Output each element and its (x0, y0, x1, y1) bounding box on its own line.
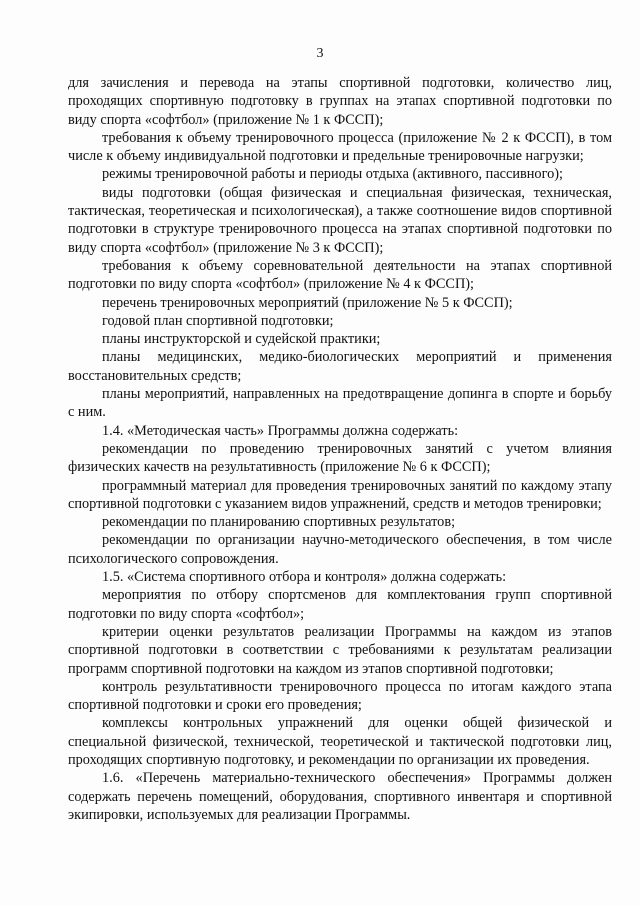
paragraph: рекомендации по организации научно-методического обеспечения, в том числе психологического сопровождения. (68, 532, 612, 567)
paragraph: рекомендации по планированию спортивных результатов; (102, 514, 456, 531)
paragraph: критерии оценки результатов реализации Программы на каждом из этапов спортивной подготовки в соответствии с требованиями к результатам реализации программ спортивной подготовки на каждом из этапов спортивной подготовки; (68, 623, 612, 677)
paragraph: виды подготовки (общая физическая и специальная физическая, техническая, тактическая, теоретическая и психологическая), а также соотношение видов спортивной подготовки в структуре тренировочного процесса на этапах спортивной подготовки по виду спорта «софтбол» (приложение № 3 к ФССП); (68, 184, 612, 256)
paragraph: планы инструкторской и судейской практики; (102, 331, 381, 348)
body-text (68, 74, 612, 824)
section-heading-1-5: 1.5. «Система спортивного отбора и контроля» должна содержать: (102, 569, 507, 586)
paragraph: программный материал для проведения тренировочных занятий по каждому этапу спортивной подготовки с указанием видов упражнений, средств и методов тренировки; (68, 477, 612, 512)
section-heading-1-6: 1.6. «Перечень материально-технического обеспечения» Программы должен содержать перечень помещений, оборудования, спортивного инвентаря и спортивной экипировки, используемых для реализации Программы. (68, 770, 612, 823)
paragraph: планы мероприятий, направленных на предотвращение допинга в спорте и борьбу с ним. (68, 386, 612, 421)
paragraph: планы медицинских, медико-биологических мероприятий и применения восстановительных средств; (68, 349, 612, 384)
paragraph: требования к объему тренировочного процесса (приложение № 2 к ФССП), в том числе к объему индивидуальной подготовки и предельные тренировочные нагрузки; (68, 129, 612, 165)
paragraph: рекомендации по проведению тренировочных занятий с учетом влияния физических качеств на результативность (приложение № 6 к ФССП); (68, 440, 612, 476)
paragraph: режимы тренировочной работы и периоды отдыха (активного, пассивного); (102, 166, 563, 183)
paragraph: комплексы контрольных упражнений для оценки общей физической и специальной физической, технической, теоретической и тактической подготовки лиц, проходящих спортивную подготовку, и рекомендации по организации их проведения. (68, 715, 612, 768)
paragraph: мероприятия по отбору спортсменов для комплектования групп спортивной подготовки по виду спорта «софтбол»; (68, 587, 612, 622)
paragraph: годовой план спортивной подготовки; (102, 312, 334, 329)
paragraph: контроль результативности тренировочного процесса по итогам каждого этапа спортивной подготовки и сроки его проведения; (68, 678, 612, 714)
section-heading-1-4: 1.4. «Методическая часть» Программы должна содержать: (102, 422, 459, 439)
paragraph: требования к объему соревновательной деятельности на этапах спортивной подготовки по виду спорта «софтбол» (приложение № 4 к ФССП); (68, 257, 612, 293)
paragraph: перечень тренировочных мероприятий (приложение № 5 к ФССП); (102, 294, 513, 311)
paragraph: для зачисления и перевода на этапы спортивной подготовки, количество лиц, проходящих спортивную подготовку в группах на этапах спортивной подготовки по виду спорта «софтбол» (приложение № 1 к ФССП); (68, 75, 612, 128)
page-number: 3 (316, 46, 324, 61)
